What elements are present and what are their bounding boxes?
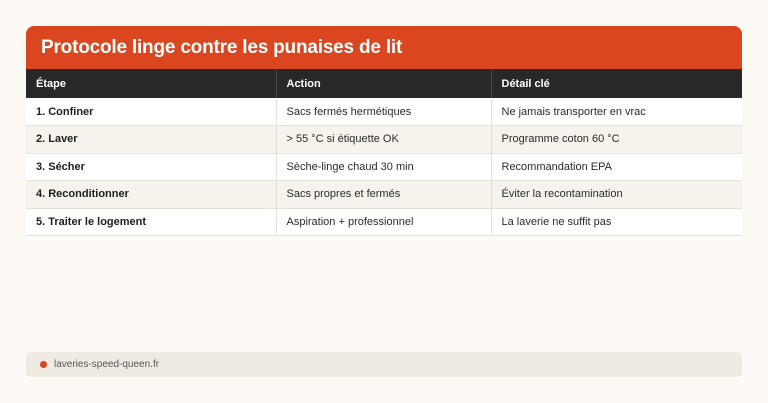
table-row [26,153,742,181]
title-bar [26,26,742,69]
detail-cell: La laverie ne suffit pas [491,208,742,236]
detail-cell: Programme coton 60 °C [491,126,742,154]
step-cell: 3. Sécher [26,153,276,181]
protocol-card [26,26,742,236]
action-cell: Sèche-linge chaud 30 min [276,153,491,181]
footer-bar [26,352,742,377]
action-cell: Sacs fermés hermétiques [276,98,491,126]
column-header-action: Action [276,69,491,98]
step-cell: 4. Reconditionner [26,181,276,209]
action-cell: Sacs propres et fermés [276,181,491,209]
detail-cell: Recommandation EPA [491,153,742,181]
step-cell: 5. Traiter le logement [26,208,276,236]
page-title: Protocole linge contre les punaises de lit [41,36,403,58]
table-row [26,126,742,154]
footer-site-link[interactable]: laveries-speed-queen.fr [54,359,160,370]
protocol-table [26,69,742,236]
table-header-row [26,69,742,98]
table-row [26,181,742,209]
step-cell: 1. Confiner [26,98,276,126]
table-row [26,208,742,236]
table-row [26,98,742,126]
step-cell: 2. Laver [26,126,276,154]
column-header-etape: Étape [26,69,276,98]
column-header-detail: Détail clé [501,77,550,90]
detail-cell: Éviter la recontamination [491,181,742,209]
detail-cell: Ne jamais transporter en vrac [491,98,742,126]
action-cell: Aspiration + professionnel [276,208,491,236]
action-cell: > 55 °C si étiquette OK [276,126,491,154]
brand-dot-icon [40,361,47,368]
